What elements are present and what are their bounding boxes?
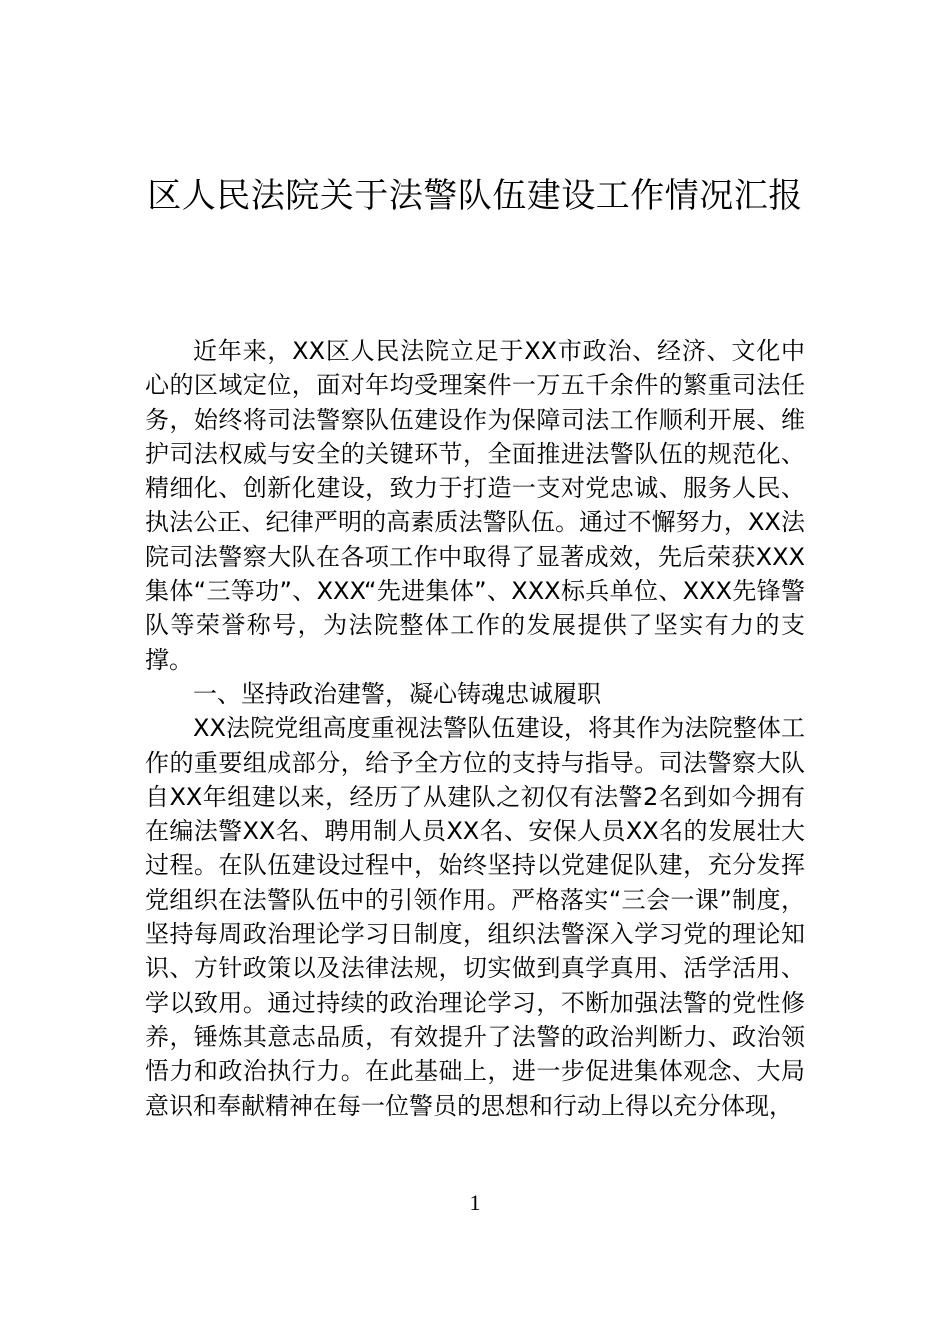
- page-number: 1: [469, 1190, 481, 1215]
- section-heading: 一、坚持政治建警，凝心铸魂忠诚履职: [193, 679, 601, 708]
- document-body: [145, 334, 805, 1123]
- document-title: 区人民法院关于法警队伍建设工作情况汇报: [147, 176, 803, 216]
- section-paragraph: XX法院党组高度重视法警队伍建设，将其作为法院整体工作的重要组成部分，给予全方位的支持与指导。司法警察大队自XX年组建以来，经历了从建队之初仅有法警2名到如今拥有在编法警XX名、聘用制人员XX名、安保人员XX名的发展壮大过程。在队伍建设过程中，始终坚持以党建促队建，充分发挥党组织在法警队伍中的引领作用。严格落实“三会一课”制度，坚持每周政治理论学习日制度，组织法警深入学习党的理论知识、方针政策以及法律法规，切实做到真学真用、活学活用、学以致用。通过持续的政治理论学习，不断加强法警的党性修养，锤炼其意志品质，有效提升了法警的政治判断力、政治领悟力和政治执行力。在此基础上，进一步促进集体观念、大局意识和奉献精神在每一位警员的思想和行动上得以充分体现，: [145, 714, 805, 1120]
- intro-paragraph: 近年来，XX区人民法院立足于XX市政治、经济、文化中心的区域定位，面对年均受理案件一万五千余件的繁重司法任务，始终将司法警察队伍建设作为保障司法工作顺利开展、维护司法权威与安全的关键环节，全面推进法警队伍的规范化、精细化、创新化建设，致力于打造一支对党忠诚、服务人民、执法公正、纪律严明的高素质法警队伍。通过不懈努力，XX法院司法警察大队在各项工作中取得了显著成效，先后荣获XXX集体“三等功”、XXX“先进集体”、XXX标兵单位、XXX先锋警队等荣誉称号，为法院整体工作的发展提供了坚实有力的支撑。: [145, 337, 805, 674]
